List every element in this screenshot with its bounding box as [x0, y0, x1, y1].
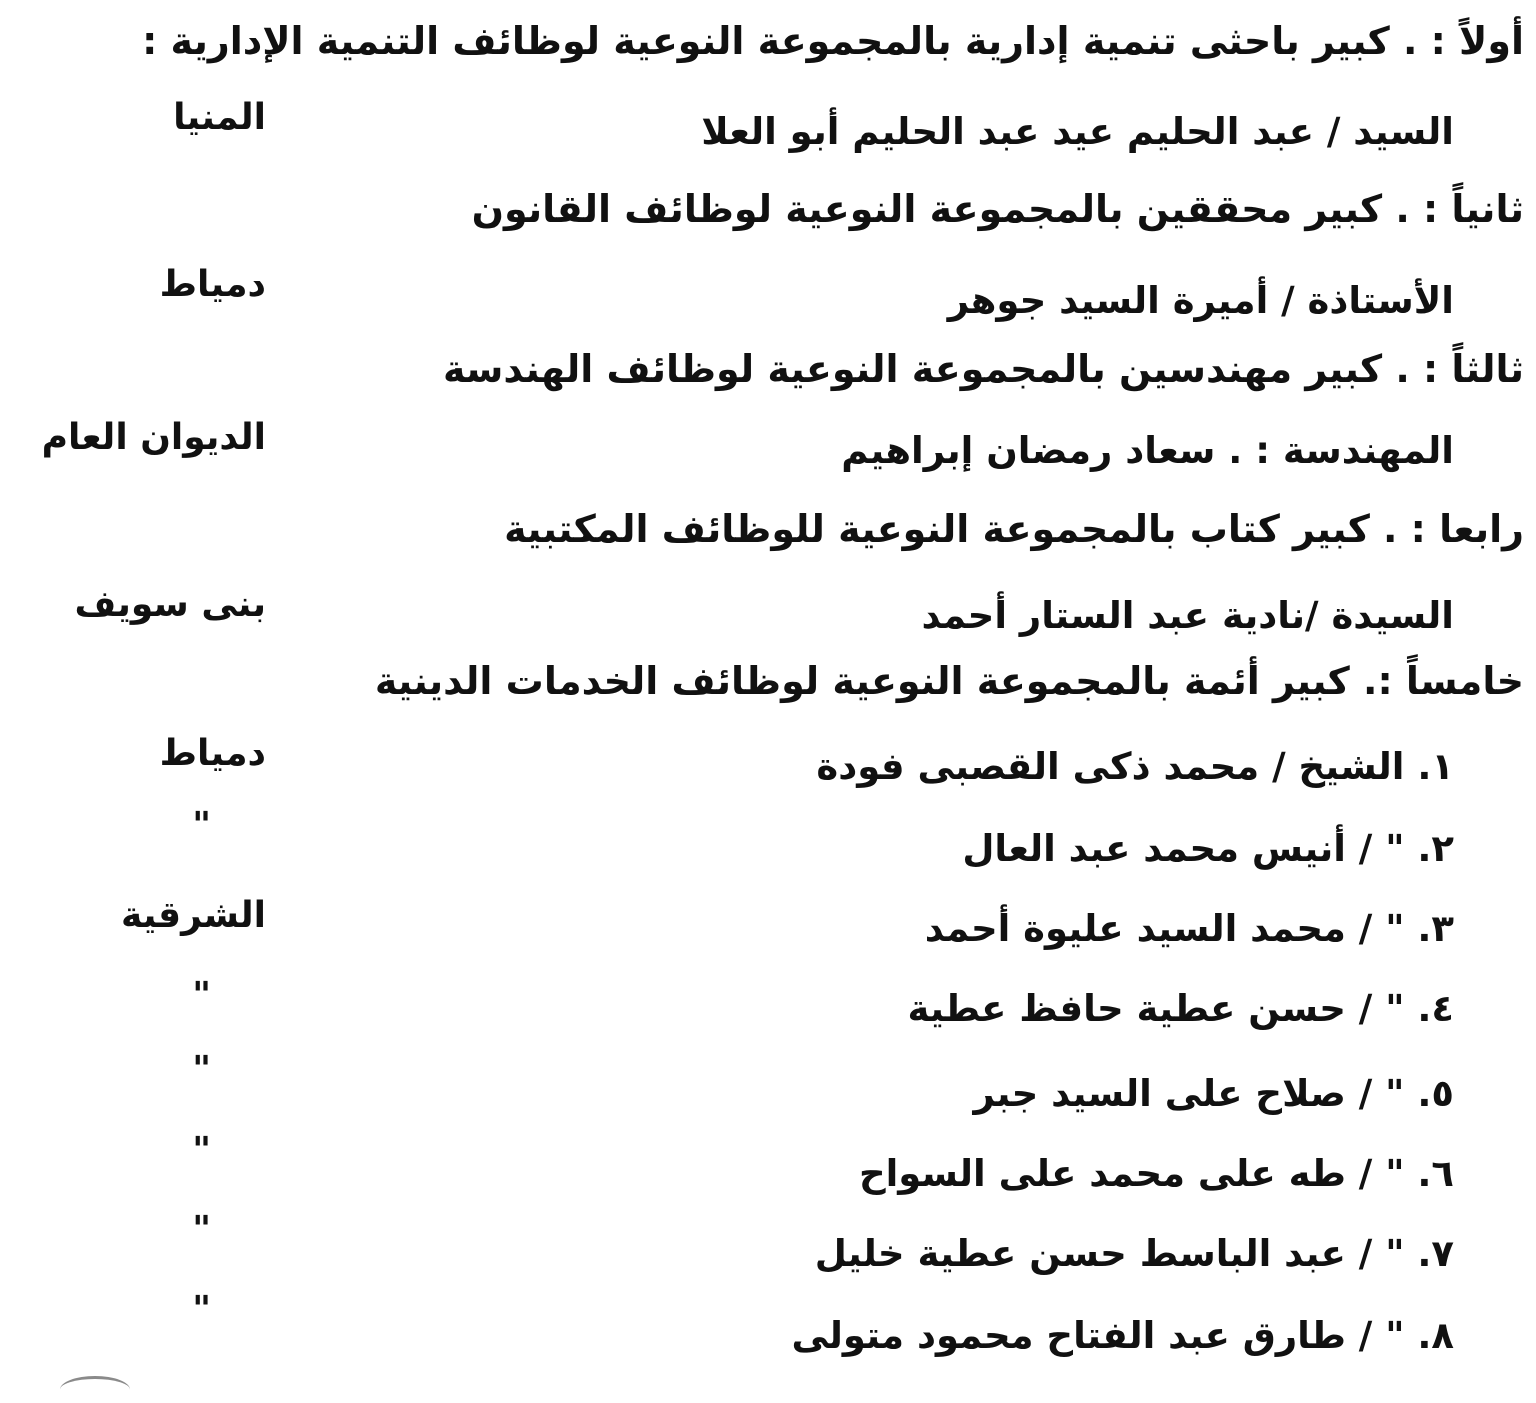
- entry-name: ١. الشيخ / محمد ذكى القصبى فودة: [816, 745, 1454, 788]
- entry-name: ٧. " / عبد الباسط حسن عطية خليل: [814, 1232, 1454, 1275]
- entry-name: ٣. " / محمد السيد عليوة أحمد: [924, 907, 1454, 950]
- entry-place: الديوان العام: [41, 417, 266, 458]
- entry-place: بنى سويف: [74, 584, 266, 625]
- entry-name: السيد / عبد الحليم عيد عبد الحليم أبو العلا: [701, 110, 1454, 153]
- section-heading-4: رابعا : . كبير كتاب بالمجموعة النوعية للوظائف المكتبية: [504, 507, 1524, 551]
- entry-name: ٤. " / حسن عطية حافظ عطية: [907, 987, 1454, 1030]
- entry-place-ditto: ": [192, 1130, 211, 1171]
- entry-name: المهندسة : . سعاد رمضان إبراهيم: [841, 429, 1454, 472]
- entry-name: ٦. " / طه على محمد على السواح: [858, 1152, 1454, 1195]
- entry-place: الشرقية: [121, 895, 266, 936]
- section-heading-3: ثالثاً : . كبير مهندسين بالمجموعة النوعية لوظائف الهندسة: [442, 347, 1524, 391]
- entry-name: الأستاذة / أميرة السيد جوهر: [947, 279, 1454, 322]
- entry-name: ٥. " / صلاح على السيد جبر: [973, 1072, 1454, 1115]
- entry-name: ٢. " / أنيس محمد عبد العال: [962, 827, 1454, 870]
- entry-name: السيدة /نادية عبد الستار أحمد: [921, 594, 1454, 637]
- entry-place-ditto: ": [192, 1049, 211, 1090]
- entry-place: دمياط: [159, 733, 266, 774]
- entry-place: المنيا: [173, 97, 266, 138]
- entry-name: ٨. " / طارق عبد الفتاح محمود متولى: [791, 1314, 1454, 1357]
- entry-place-ditto: ": [192, 1289, 211, 1330]
- margin-arc-mark: [60, 1376, 130, 1403]
- entry-place-ditto: ": [192, 805, 211, 846]
- entry-place: دمياط: [159, 264, 266, 305]
- entry-place-ditto: ": [192, 1209, 211, 1250]
- section-heading-5: خامساً :. كبير أئمة بالمجموعة النوعية لوظائف الخدمات الدينية: [374, 659, 1524, 703]
- section-heading-1: أولاً : . كبير باحثى تنمية إدارية بالمجموعة النوعية لوظائف التنمية الإدارية :: [142, 19, 1524, 63]
- entry-place-ditto: ": [192, 975, 211, 1016]
- section-heading-2: ثانياً : . كبير محققين بالمجموعة النوعية لوظائف القانون: [471, 187, 1524, 231]
